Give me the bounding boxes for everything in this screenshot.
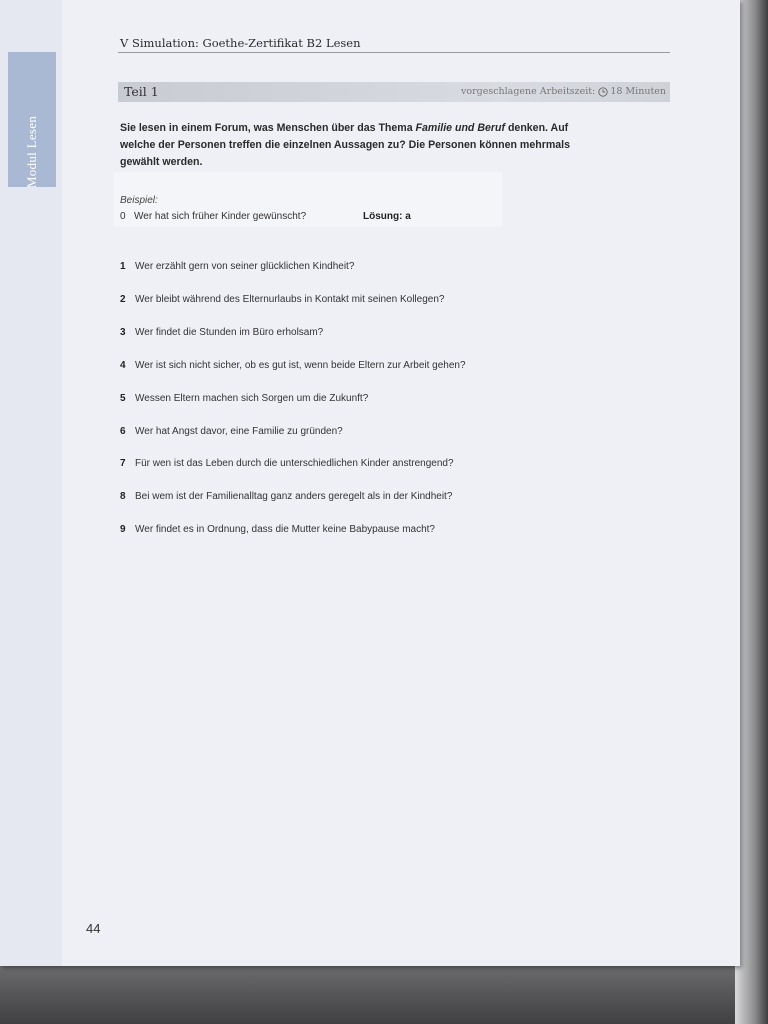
question-item — [120, 426, 343, 437]
question-item — [120, 360, 466, 371]
question-text: Wer ist sich nicht sicher, ob es gut ist, wenn beide Eltern zur Arbeit gehen? — [135, 360, 466, 371]
clock-icon — [598, 87, 608, 97]
header-divider — [118, 52, 670, 53]
question-item — [120, 524, 435, 535]
example-number: 0 — [120, 211, 126, 222]
question-text: Wer findet die Stunden im Büro erholsam? — [135, 327, 324, 338]
question-text: Bei wem ist der Familienalltag ganz anders geregelt als in der Kindheit? — [135, 491, 453, 502]
example-question-text: Wer hat sich früher Kinder gewünscht? — [134, 211, 307, 222]
question-number: 4 — [120, 360, 126, 371]
suggested-time-value: 18 Minuten — [610, 86, 666, 97]
instructions-part-2: denken. Auf welche der Personen treffen die einzelnen Aussagen zu? Die Personen können mehrmals gewählt werden. — [120, 122, 570, 168]
example-label: Beispiel: — [120, 195, 158, 206]
question-number: 3 — [120, 327, 126, 338]
question-number: 6 — [120, 426, 126, 437]
scanner-background-bottom — [0, 966, 768, 1024]
question-text: Wer findet es in Ordnung, dass die Mutter keine Babypause macht? — [135, 524, 435, 535]
question-item — [120, 327, 323, 338]
example-answer: Lösung: a — [363, 211, 411, 222]
question-item — [120, 458, 454, 469]
question-number: 8 — [120, 491, 126, 502]
question-item — [120, 393, 368, 404]
question-text: Wer hat Angst davor, eine Familie zu gründen? — [135, 426, 343, 437]
instructions-part-1: Sie lesen in einem Forum, was Menschen über das Thema — [120, 122, 416, 134]
page-header-title: V Simulation: Goethe-Zertifikat B2 Lesen — [120, 36, 361, 50]
question-text: Für wen ist das Leben durch die unterschiedlichen Kinder anstrengend? — [135, 458, 454, 469]
question-text: Wer bleibt während des Elternurlaubs in Kontakt mit seinen Kollegen? — [135, 294, 445, 305]
question-text: Wer erzählt gern von seiner glücklichen Kindheit? — [135, 261, 355, 272]
suggested-time-label: vorgeschlagene Arbeitszeit: — [460, 86, 596, 97]
instructions-topic: Familie und Beruf — [415, 122, 506, 134]
question-text: Wessen Eltern machen sich Sorgen um die Zukunft? — [135, 393, 369, 404]
suggested-time — [461, 86, 666, 97]
module-side-tab-label: Modul Lesen — [24, 115, 39, 189]
page-number: 44 — [86, 921, 101, 936]
question-number: 5 — [120, 393, 126, 404]
question-number: 9 — [120, 524, 126, 535]
question-item — [120, 261, 354, 272]
question-number: 2 — [120, 294, 126, 305]
question-number: 7 — [120, 458, 126, 469]
question-item — [120, 294, 444, 305]
question-item — [120, 491, 452, 502]
section-title: Teil 1 — [124, 84, 159, 99]
module-side-tab — [8, 52, 56, 187]
task-instructions — [120, 120, 590, 171]
example-question — [120, 211, 306, 222]
section-header-bar — [118, 82, 670, 102]
question-number: 1 — [120, 261, 126, 272]
